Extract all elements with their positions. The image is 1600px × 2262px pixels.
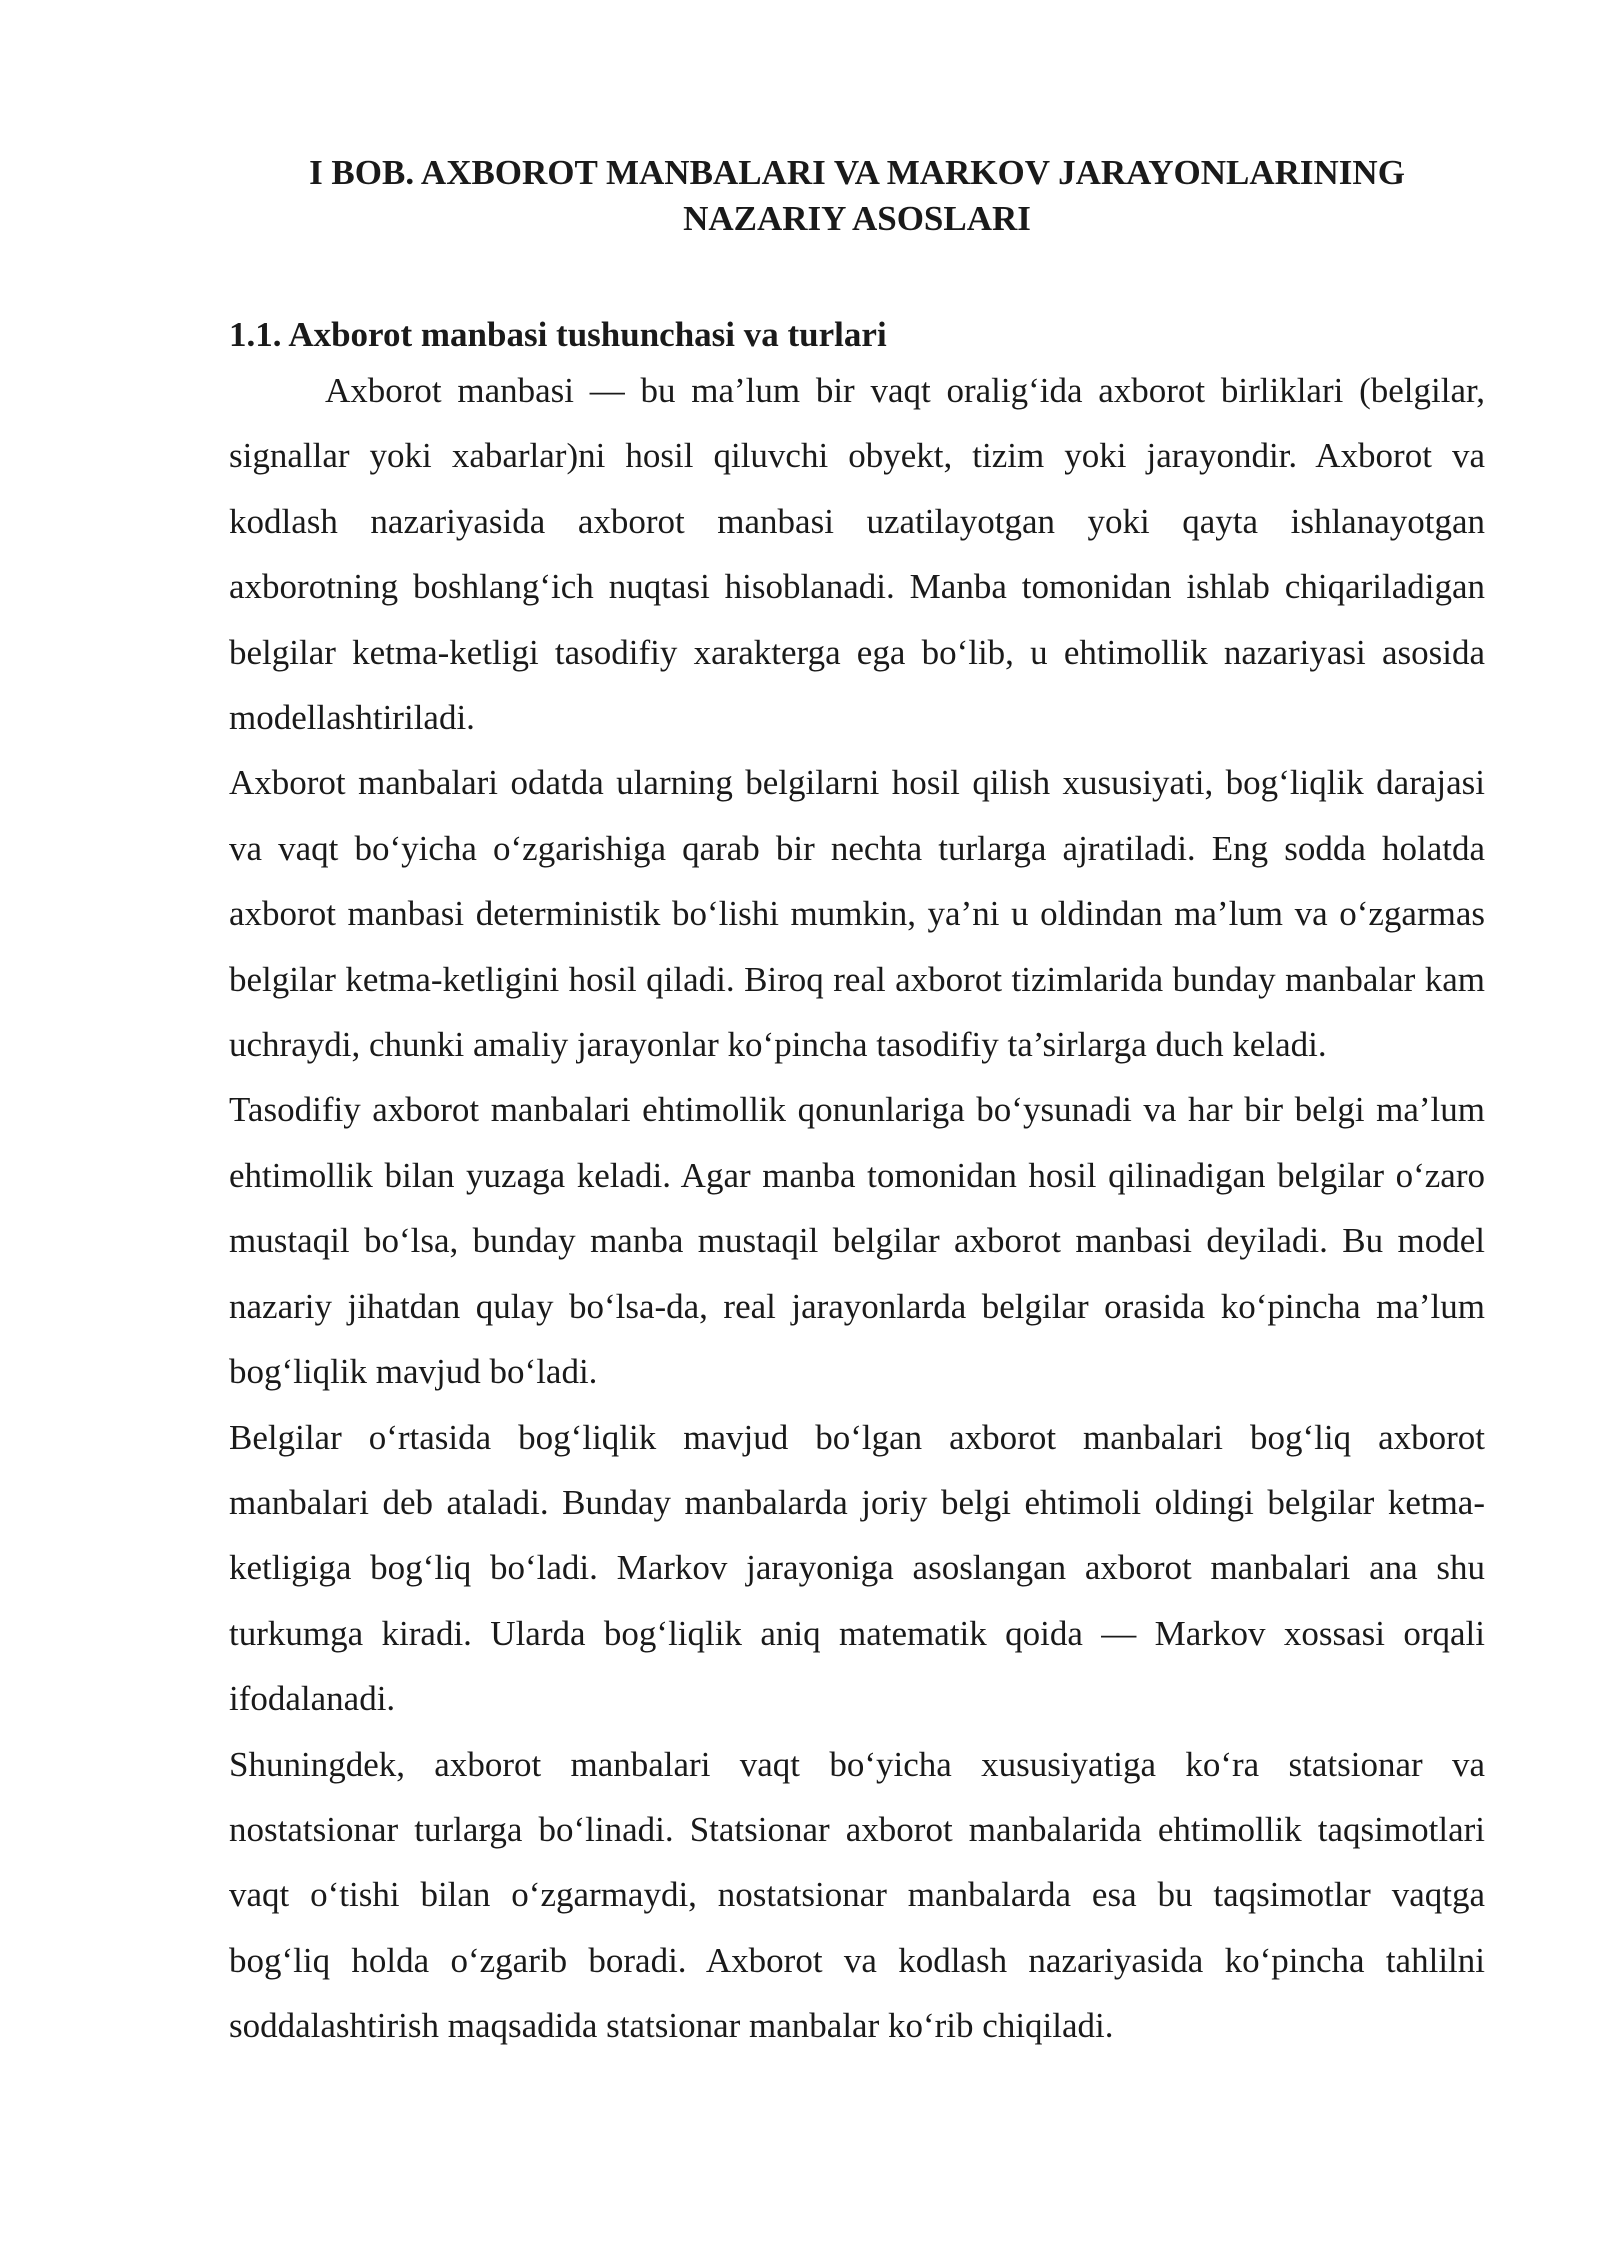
paragraph-1: Axborot manbasi — bu ma’lum bir vaqt oralig‘ida axborot birliklari (belgilar, signallar yoki xabarlar)ni hosil qiluvchi obyekt, tizim yoki jarayondir. Axborot va kodlash nazariyasida axborot manbasi uzatilayotgan yoki qayta ishlanayotgan axborotning boshlang‘ich nuqtasi hisoblanadi. Manba tomonidan ishlab chiqariladigan belgilar ketma-ketligi tasodifiy xarakterga ega bo‘lib, u ehtimollik nazariyasi asosida modellashtiriladi. [229,371,1485,738]
paragraph-3: Tasodifiy axborot manbalari ehtimollik qonunlariga bo‘ysunadi va har bir belgi ma’lum ehtimollik bilan yuzaga keladi. Agar manba tomonidan hosil qilinadigan belgilar o‘zaro mustaqil bo‘lsa, bunday manba mustaqil belgilar axborot manbasi deyiladi. Bu model nazariy jihatdan qulay bo‘lsa-da, real jarayonlarda belgilar orasida ko‘pincha ma’lum bog‘liqlik mavjud bo‘ladi. [229,1090,1485,1392]
chapter-title: I BOB. AXBOROT MANBALARI VA MARKOV JARAYONLARINING NAZARIY ASOSLARI [309,153,1405,238]
paragraph-5: Shuningdek, axborot manbalari vaqt bo‘yicha xususiyatiga ko‘ra statsionar va nostatsionar turlarga bo‘linadi. Statsionar axborot manbalarida ehtimollik taqsimotlari vaqt o‘tishi bilan o‘zgarmaydi, nostatsionar manbalarda esa bu taqsimotlar vaqtga bog‘liq holda o‘zgarib boradi. Axborot va kodlash nazariyasida ko‘pincha tahlilni soddalashtirish maqsadida statsionar manbalar ko‘rib chiqiladi. [229,1744,1485,2046]
document-page [229,150,1485,2059]
section-heading: 1.1. Axborot manbasi tushunchasi va turlari [229,315,887,354]
paragraph-2: Axborot manbalari odatda ularning belgilarni hosil qilish xususiyati, bog‘liqlik darajasi va vaqt bo‘yicha o‘zgarishiga qarab bir nechta turlarga ajratiladi. Eng sodda holatda axborot manbasi deterministik bo‘lishi mumkin, ya’ni u oldindan ma’lum va o‘zgarmas belgilar ketma-ketligini hosil qiladi. Biroq real axborot tizimlarida bunday manbalar kam uchraydi, chunki amaliy jarayonlar ko‘pincha tasodifiy ta’sirlarga duch keladi. [229,763,1485,1065]
paragraph-4: Belgilar o‘rtasida bog‘liqlik mavjud bo‘lgan axborot manbalari bog‘liq axborot manbalari deb ataladi. Bunday manbalarda joriy belgi ehtimoli oldingi belgilar ketma-ketligiga bog‘liq bo‘ladi. Markov jarayoniga asoslangan axborot manbalari ana shu turkumga kiradi. Ularda bog‘liqlik aniq matematik qoida — Markov xossasi orqali ifodalanadi. [229,1417,1485,1719]
